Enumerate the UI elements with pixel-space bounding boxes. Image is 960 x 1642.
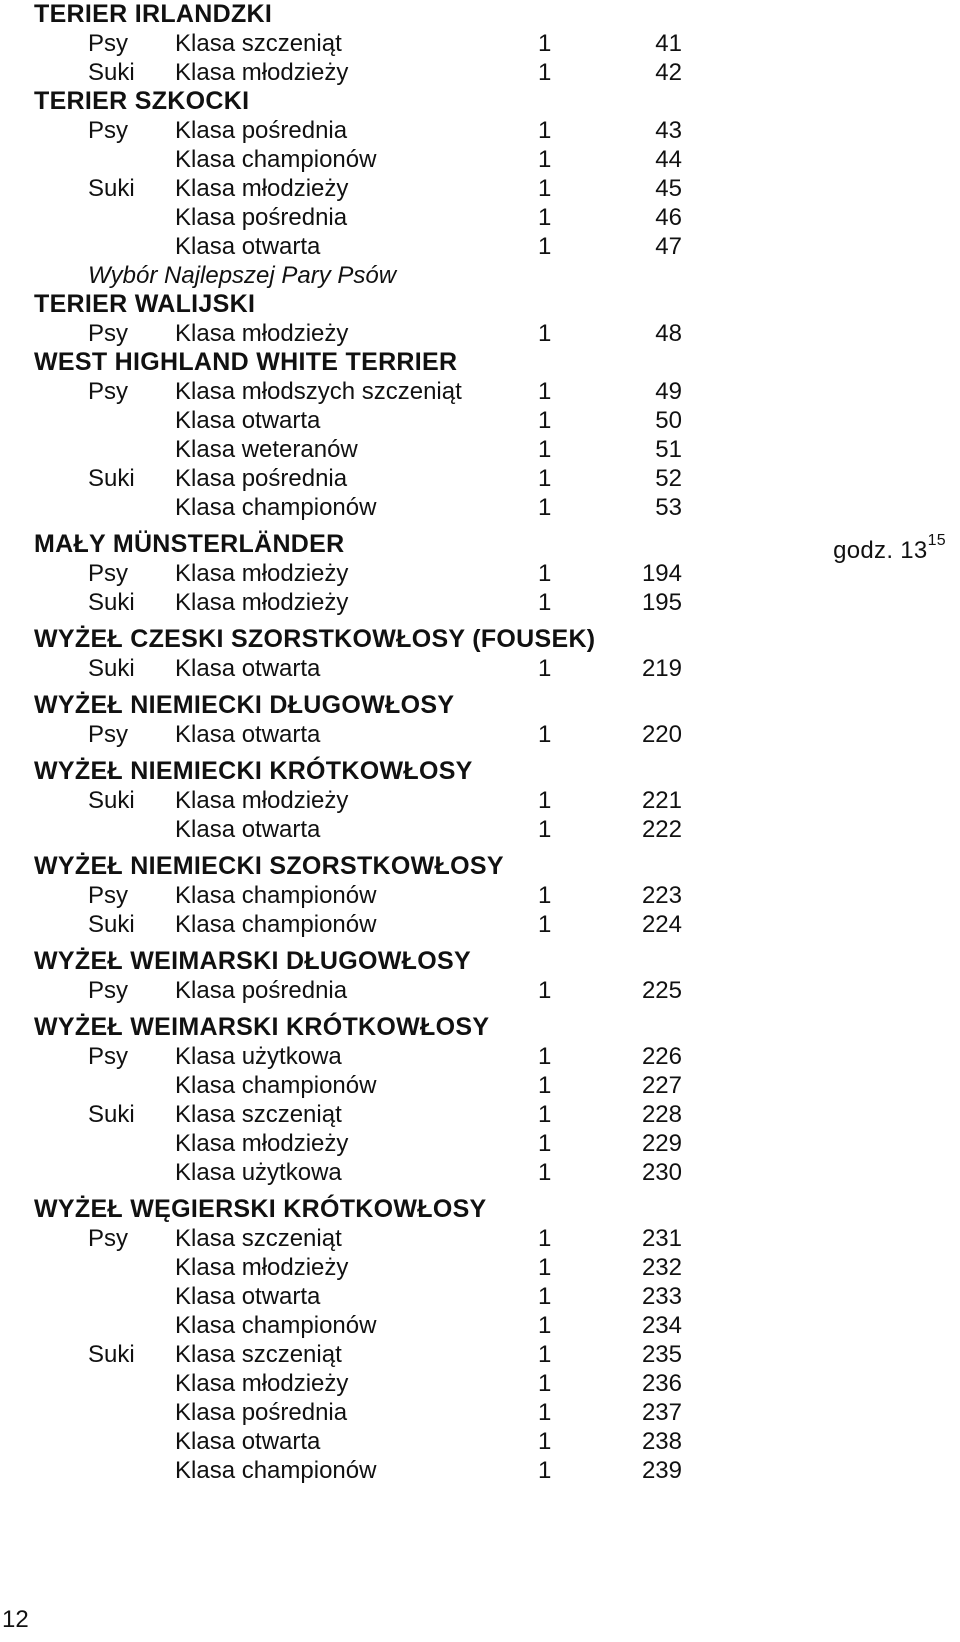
entry-count: 1 bbox=[538, 560, 552, 587]
entry-class: Klasa młodzieży bbox=[175, 175, 349, 202]
breed-name: WYŻEŁ NIEMIECKI DŁUGOWŁOSY bbox=[34, 691, 455, 719]
breed-name: WYŻEŁ WĘGIERSKI KRÓTKOWŁOSY bbox=[34, 1195, 487, 1223]
entry-count: 1 bbox=[538, 1312, 552, 1339]
breed-section bbox=[0, 290, 960, 348]
breed-section bbox=[0, 757, 960, 844]
entry-count: 1 bbox=[538, 1225, 552, 1252]
entry-number: 43 bbox=[655, 117, 682, 144]
breed-name: MAŁY MÜNSTERLÄNDER bbox=[34, 530, 345, 558]
breed-name: TERIER WALIJSKI bbox=[34, 290, 256, 318]
entry-number: 51 bbox=[655, 436, 682, 463]
entry-number: 224 bbox=[641, 911, 682, 938]
entry-class: Klasa młodzieży bbox=[175, 1130, 349, 1157]
entry-class: Klasa młodzieży bbox=[175, 560, 349, 587]
entry-row bbox=[0, 1071, 960, 1100]
entry-number: 48 bbox=[655, 320, 682, 347]
breed-title bbox=[34, 1195, 960, 1224]
entry-number: 238 bbox=[641, 1428, 682, 1455]
entry-count: 1 bbox=[538, 175, 552, 202]
entry-count: 1 bbox=[538, 816, 552, 843]
entry-class: Klasa otwarta bbox=[175, 655, 321, 682]
entry-count: 1 bbox=[538, 117, 552, 144]
entry-number: 53 bbox=[655, 494, 682, 521]
special-competition-note: Wybór Najlepszej Pary Psów bbox=[88, 262, 397, 289]
entry-row bbox=[0, 654, 960, 683]
entry-number: 42 bbox=[655, 59, 682, 86]
entry-class: Klasa otwarta bbox=[175, 816, 321, 843]
entry-number: 233 bbox=[641, 1283, 682, 1310]
breed-title bbox=[34, 530, 960, 564]
entry-number: 46 bbox=[655, 204, 682, 231]
entry-class: Klasa otwarta bbox=[175, 407, 321, 434]
entry-number: 226 bbox=[641, 1043, 682, 1070]
entry-class: Klasa weteranów bbox=[175, 436, 358, 463]
entry-sex: Psy bbox=[88, 320, 129, 347]
breed-section bbox=[0, 1013, 960, 1187]
entry-count: 1 bbox=[538, 1072, 552, 1099]
entry-class: Klasa otwarta bbox=[175, 233, 321, 260]
entry-class: Klasa szczeniąt bbox=[175, 1341, 342, 1368]
entry-number: 225 bbox=[641, 977, 682, 1004]
breed-name: WYŻEŁ NIEMIECKI KRÓTKOWŁOSY bbox=[34, 757, 473, 785]
entry-row bbox=[0, 815, 960, 844]
entry-class: Klasa młodzieży bbox=[175, 787, 349, 814]
entry-class: Klasa młodzieży bbox=[175, 1254, 349, 1281]
entry-count: 1 bbox=[538, 1428, 552, 1455]
entry-class: Klasa otwarta bbox=[175, 721, 321, 748]
breed-section bbox=[0, 691, 960, 749]
entry-count: 1 bbox=[538, 1159, 552, 1186]
entry-row bbox=[0, 1456, 960, 1485]
entry-class: Klasa szczeniąt bbox=[175, 1225, 342, 1252]
entry-number: 194 bbox=[641, 560, 682, 587]
entry-count: 1 bbox=[538, 589, 552, 616]
entry-class: Klasa pośrednia bbox=[175, 117, 348, 144]
entry-sex: Suki bbox=[88, 1341, 135, 1368]
entry-sex: Psy bbox=[88, 977, 129, 1004]
entry-count: 1 bbox=[538, 59, 552, 86]
entry-row bbox=[0, 1369, 960, 1398]
entry-count: 1 bbox=[538, 1043, 552, 1070]
entry-count: 1 bbox=[538, 977, 552, 1004]
judging-time-hour: godz. 13 bbox=[833, 537, 928, 564]
entry-count: 1 bbox=[538, 1341, 552, 1368]
entry-number: 44 bbox=[655, 146, 682, 173]
entry-row bbox=[0, 1042, 960, 1071]
breed-section bbox=[0, 530, 960, 617]
entry-class: Klasa championów bbox=[175, 911, 377, 938]
entry-sex: Psy bbox=[88, 117, 129, 144]
breed-section bbox=[0, 947, 960, 1005]
entry-row bbox=[0, 1427, 960, 1456]
entry-row bbox=[0, 559, 960, 588]
entry-class: Klasa pośrednia bbox=[175, 977, 348, 1004]
entry-row bbox=[0, 1158, 960, 1187]
entry-count: 1 bbox=[538, 436, 552, 463]
entry-number: 229 bbox=[641, 1130, 682, 1157]
breed-name: TERIER IRLANDZKI bbox=[34, 0, 273, 28]
breed-title bbox=[34, 290, 960, 319]
entry-row bbox=[0, 377, 960, 406]
entry-class: Klasa pośrednia bbox=[175, 1399, 348, 1426]
entry-row bbox=[0, 232, 960, 261]
entry-row bbox=[0, 406, 960, 435]
entry-row bbox=[0, 464, 960, 493]
entry-row bbox=[0, 203, 960, 232]
entry-row bbox=[0, 1282, 960, 1311]
breed-name: TERIER SZKOCKI bbox=[34, 87, 250, 115]
entry-row bbox=[0, 493, 960, 522]
entry-sex: Psy bbox=[88, 1043, 129, 1070]
entry-number: 232 bbox=[641, 1254, 682, 1281]
entry-number: 195 bbox=[641, 589, 682, 616]
entry-class: Klasa pośrednia bbox=[175, 204, 348, 231]
entry-number: 222 bbox=[641, 816, 682, 843]
page-number: 12 bbox=[2, 1606, 29, 1633]
entry-sex: Suki bbox=[88, 1101, 135, 1128]
entry-number: 49 bbox=[655, 378, 682, 405]
breed-section bbox=[0, 852, 960, 939]
entry-number: 223 bbox=[641, 882, 682, 909]
entry-count: 1 bbox=[538, 911, 552, 938]
entry-count: 1 bbox=[538, 146, 552, 173]
entry-sex: Psy bbox=[88, 1225, 129, 1252]
entry-count: 1 bbox=[538, 1283, 552, 1310]
entry-sex: Suki bbox=[88, 911, 135, 938]
entry-count: 1 bbox=[538, 494, 552, 521]
entry-number: 221 bbox=[641, 787, 682, 814]
entry-count: 1 bbox=[538, 1399, 552, 1426]
breed-title bbox=[34, 852, 960, 881]
breed-section bbox=[0, 87, 960, 290]
entry-number: 52 bbox=[655, 465, 682, 492]
entry-number: 239 bbox=[641, 1457, 682, 1484]
entry-sex: Psy bbox=[88, 882, 129, 909]
entry-number: 231 bbox=[641, 1225, 682, 1252]
entry-count: 1 bbox=[538, 1130, 552, 1157]
entry-number: 47 bbox=[655, 233, 682, 260]
breed-title bbox=[34, 947, 960, 976]
entry-class: Klasa championów bbox=[175, 146, 377, 173]
breed-section bbox=[0, 348, 960, 522]
entry-row bbox=[0, 58, 960, 87]
entry-class: Klasa championów bbox=[175, 1312, 377, 1339]
entry-count: 1 bbox=[538, 1370, 552, 1397]
breed-section bbox=[0, 1195, 960, 1485]
entry-count: 1 bbox=[538, 1457, 552, 1484]
entry-count: 1 bbox=[538, 407, 552, 434]
entry-class: Klasa championów bbox=[175, 1072, 377, 1099]
breed-name: WYŻEŁ NIEMIECKI SZORSTKOWŁOSY bbox=[34, 852, 504, 880]
entry-number: 235 bbox=[641, 1341, 682, 1368]
breed-title bbox=[34, 0, 960, 29]
entry-number: 236 bbox=[641, 1370, 682, 1397]
entry-class: Klasa pośrednia bbox=[175, 465, 348, 492]
entry-row bbox=[0, 786, 960, 815]
entry-row bbox=[0, 319, 960, 348]
entry-count: 1 bbox=[538, 233, 552, 260]
entry-sex: Psy bbox=[88, 721, 129, 748]
entry-row bbox=[0, 1253, 960, 1282]
entry-class: Klasa championów bbox=[175, 1457, 377, 1484]
breed-title bbox=[34, 757, 960, 786]
entry-row bbox=[0, 881, 960, 910]
entry-sex: Psy bbox=[88, 378, 129, 405]
entry-count: 1 bbox=[538, 320, 552, 347]
entry-row bbox=[0, 29, 960, 58]
breed-title bbox=[34, 87, 960, 116]
entry-sex: Psy bbox=[88, 30, 129, 57]
entry-class: Klasa użytkowa bbox=[175, 1159, 342, 1186]
entry-count: 1 bbox=[538, 378, 552, 405]
entry-class: Klasa młodszych szczeniąt bbox=[175, 378, 462, 405]
entry-class: Klasa otwarta bbox=[175, 1428, 321, 1455]
entry-row bbox=[0, 435, 960, 464]
entry-number: 219 bbox=[641, 655, 682, 682]
breed-section bbox=[0, 625, 960, 683]
entry-sex: Suki bbox=[88, 59, 135, 86]
entry-row bbox=[0, 116, 960, 145]
entry-sex: Suki bbox=[88, 465, 135, 492]
breed-title bbox=[34, 625, 960, 654]
entry-row bbox=[0, 174, 960, 203]
entry-count: 1 bbox=[538, 204, 552, 231]
entry-count: 1 bbox=[538, 721, 552, 748]
entry-number: 234 bbox=[641, 1312, 682, 1339]
entry-sex: Psy bbox=[88, 560, 129, 587]
breed-section bbox=[0, 0, 960, 87]
entry-sex: Suki bbox=[88, 787, 135, 814]
entry-count: 1 bbox=[538, 1101, 552, 1128]
entry-row bbox=[0, 1398, 960, 1427]
entry-number: 45 bbox=[655, 175, 682, 202]
breed-name: WYŻEŁ WEIMARSKI DŁUGOWŁOSY bbox=[34, 947, 471, 975]
entry-row bbox=[0, 1129, 960, 1158]
entry-row bbox=[0, 1340, 960, 1369]
entry-row bbox=[0, 1100, 960, 1129]
entry-count: 1 bbox=[538, 1254, 552, 1281]
entry-class: Klasa młodzieży bbox=[175, 59, 349, 86]
entry-number: 237 bbox=[641, 1399, 682, 1426]
breed-name: WYŻEŁ WEIMARSKI KRÓTKOWŁOSY bbox=[34, 1013, 490, 1041]
entry-count: 1 bbox=[538, 30, 552, 57]
entry-number: 227 bbox=[641, 1072, 682, 1099]
judging-time-minutes: 15 bbox=[927, 532, 946, 549]
entry-number: 50 bbox=[655, 407, 682, 434]
entry-class: Klasa otwarta bbox=[175, 1283, 321, 1310]
entry-row bbox=[0, 910, 960, 939]
breed-title bbox=[34, 348, 960, 377]
entry-class: Klasa młodzieży bbox=[175, 589, 349, 616]
entry-number: 41 bbox=[655, 30, 682, 57]
entry-count: 1 bbox=[538, 465, 552, 492]
entry-row bbox=[0, 720, 960, 749]
breed-title bbox=[34, 691, 960, 720]
entry-class: Klasa użytkowa bbox=[175, 1043, 342, 1070]
entry-sex: Suki bbox=[88, 175, 135, 202]
entry-class: Klasa młodzieży bbox=[175, 320, 349, 347]
entry-count: 1 bbox=[538, 787, 552, 814]
entry-number: 230 bbox=[641, 1159, 682, 1186]
breed-name: WEST HIGHLAND WHITE TERRIER bbox=[34, 348, 458, 376]
entry-number: 228 bbox=[641, 1101, 682, 1128]
entry-row bbox=[0, 145, 960, 174]
entry-count: 1 bbox=[538, 882, 552, 909]
entry-row bbox=[0, 1224, 960, 1253]
entry-row bbox=[0, 1311, 960, 1340]
entry-count: 1 bbox=[538, 655, 552, 682]
entry-number: 220 bbox=[641, 721, 682, 748]
entry-class: Klasa championów bbox=[175, 882, 377, 909]
entry-class: Klasa młodzieży bbox=[175, 1370, 349, 1397]
entry-sex: Suki bbox=[88, 589, 135, 616]
entry-sex: Suki bbox=[88, 655, 135, 682]
entry-class: Klasa szczeniąt bbox=[175, 1101, 342, 1128]
entry-row bbox=[0, 588, 960, 617]
breed-title bbox=[34, 1013, 960, 1042]
entry-class: Klasa championów bbox=[175, 494, 377, 521]
entry-class: Klasa szczeniąt bbox=[175, 30, 342, 57]
entry-row bbox=[0, 976, 960, 1005]
breed-name: WYŻEŁ CZESKI SZORSTKOWŁOSY (FOUSEK) bbox=[34, 625, 596, 653]
